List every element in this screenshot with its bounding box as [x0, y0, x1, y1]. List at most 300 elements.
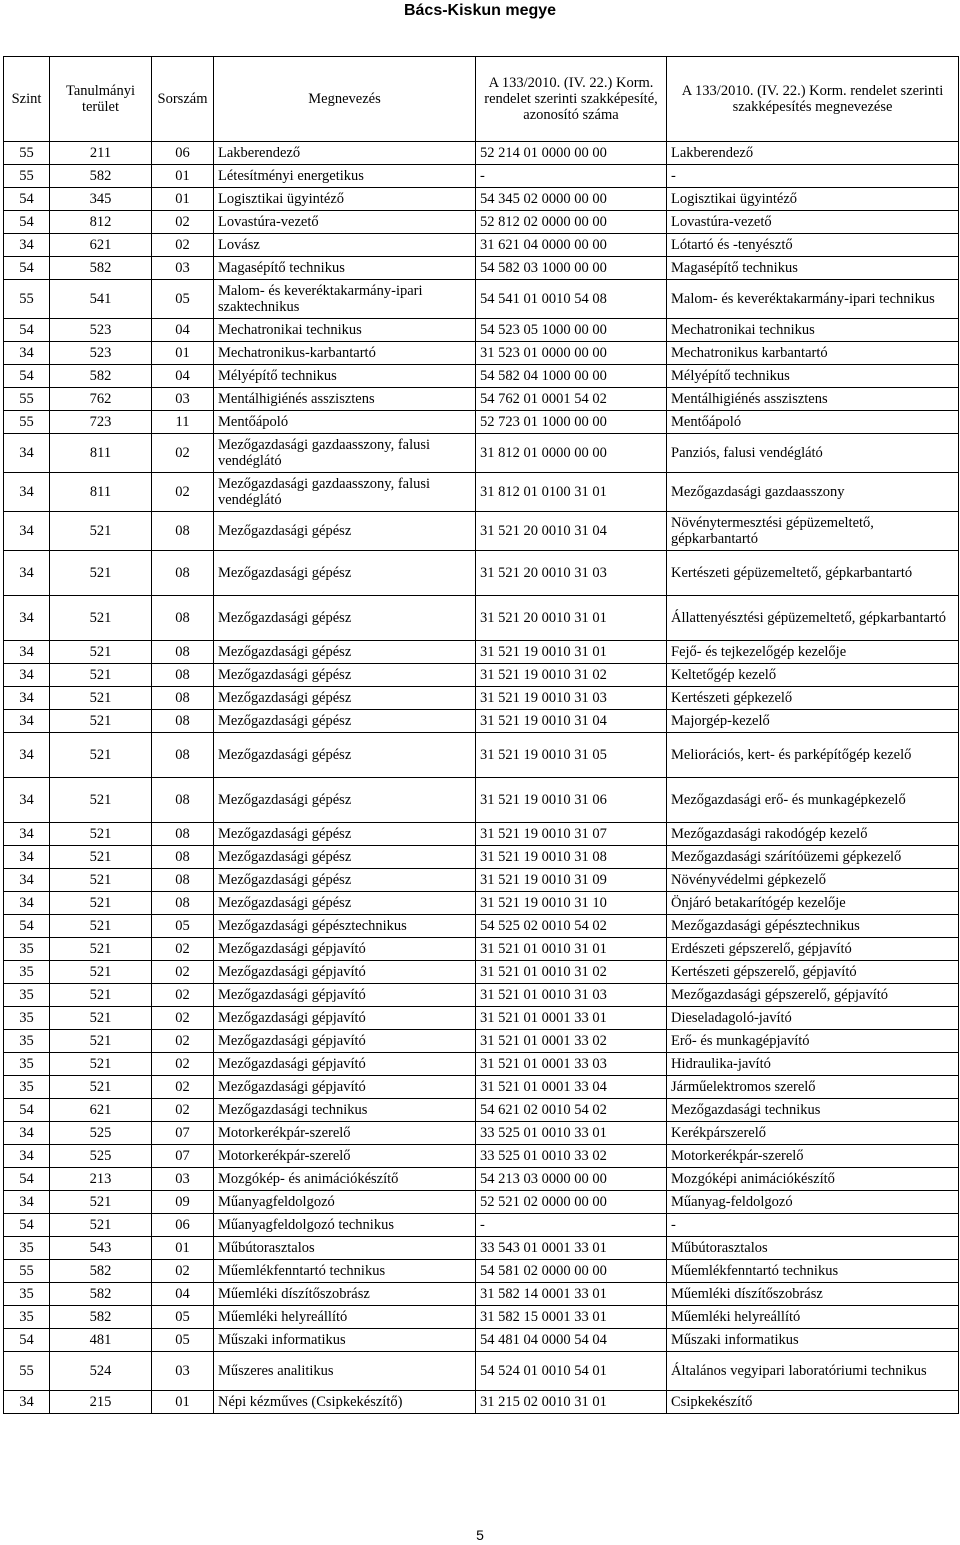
- table-row: [4, 778, 959, 823]
- cell-megnevezes: Mezőgazdasági gépész: [214, 687, 476, 710]
- cell-azonosito: 31 521 01 0010 31 01: [476, 938, 667, 961]
- cell-azonosito: 33 525 01 0010 33 02: [476, 1145, 667, 1168]
- cell-azonosito: 54 524 01 0010 54 01: [476, 1352, 667, 1391]
- column-header-sorszam: Sorszám: [152, 57, 214, 142]
- cell-szakkepesites: Fejő- és tejkezelőgép kezelője: [667, 641, 959, 664]
- cell-sorszam: 02: [152, 234, 214, 257]
- cell-szint: 34: [4, 687, 50, 710]
- cell-megnevezes: Mélyépítő technikus: [214, 365, 476, 388]
- table-row: [4, 1260, 959, 1283]
- table-row: [4, 473, 959, 512]
- cell-azonosito: 54 582 03 1000 00 00: [476, 257, 667, 280]
- table-row: [4, 434, 959, 473]
- cell-azonosito: 31 521 19 0010 31 04: [476, 710, 667, 733]
- cell-szakkepesites: Növénytermesztési gépüzemeltető, gépkarbantartó: [667, 512, 959, 551]
- cell-szint: 55: [4, 142, 50, 165]
- cell-sorszam: 02: [152, 473, 214, 512]
- cell-szint: 35: [4, 961, 50, 984]
- cell-megnevezes: Műanyagfeldolgozó technikus: [214, 1214, 476, 1237]
- cell-megnevezes: Mezőgazdasági technikus: [214, 1099, 476, 1122]
- cell-megnevezes: Mezőgazdasági gépész: [214, 664, 476, 687]
- cell-szint: 34: [4, 823, 50, 846]
- cell-azonosito: 31 521 19 0010 31 02: [476, 664, 667, 687]
- cell-szint: 54: [4, 1214, 50, 1237]
- cell-sorszam: 05: [152, 915, 214, 938]
- cell-terulet: 521: [50, 1007, 152, 1030]
- cell-sorszam: 08: [152, 823, 214, 846]
- cell-szakkepesites: Magasépítő technikus: [667, 257, 959, 280]
- cell-azonosito: 54 345 02 0000 00 00: [476, 188, 667, 211]
- cell-szakkepesites: Általános vegyipari laboratóriumi technikus: [667, 1352, 959, 1391]
- table-row: [4, 142, 959, 165]
- cell-terulet: 521: [50, 938, 152, 961]
- cell-sorszam: 01: [152, 165, 214, 188]
- cell-szakkepesites: Műemlékfenntartó technikus: [667, 1260, 959, 1283]
- cell-szint: 55: [4, 1260, 50, 1283]
- cell-szakkepesites: Lakberendező: [667, 142, 959, 165]
- cell-sorszam: 02: [152, 1076, 214, 1099]
- cell-szakkepesites: Logisztikai ügyintéző: [667, 188, 959, 211]
- cell-azonosito: 31 812 01 0100 31 01: [476, 473, 667, 512]
- page-number: 5: [476, 1527, 484, 1543]
- cell-megnevezes: Mezőgazdasági gépész: [214, 869, 476, 892]
- cell-sorszam: 08: [152, 892, 214, 915]
- cell-azonosito: 31 521 19 0010 31 09: [476, 869, 667, 892]
- table-row: [4, 365, 959, 388]
- cell-megnevezes: Logisztikai ügyintéző: [214, 188, 476, 211]
- table-row: [4, 512, 959, 551]
- cell-azonosito: 31 582 14 0001 33 01: [476, 1283, 667, 1306]
- cell-szint: 35: [4, 1237, 50, 1260]
- cell-sorszam: 03: [152, 1352, 214, 1391]
- cell-azonosito: 52 214 01 0000 00 00: [476, 142, 667, 165]
- cell-terulet: 582: [50, 165, 152, 188]
- cell-terulet: 521: [50, 512, 152, 551]
- cell-szint: 54: [4, 1099, 50, 1122]
- cell-megnevezes: Műszaki informatikus: [214, 1329, 476, 1352]
- cell-szakkepesites: Csipkekészítő: [667, 1391, 959, 1414]
- cell-szint: 35: [4, 1076, 50, 1099]
- cell-sorszam: 02: [152, 984, 214, 1007]
- table-row: [4, 1076, 959, 1099]
- cell-azonosito: 31 215 02 0010 31 01: [476, 1391, 667, 1414]
- cell-terulet: 521: [50, 823, 152, 846]
- cell-szint: 34: [4, 551, 50, 596]
- column-header-megnevezes: Megnevezés: [214, 57, 476, 142]
- cell-szint: 35: [4, 1306, 50, 1329]
- cell-sorszam: 02: [152, 938, 214, 961]
- cell-szint: 55: [4, 1352, 50, 1391]
- cell-sorszam: 04: [152, 365, 214, 388]
- cell-terulet: 521: [50, 641, 152, 664]
- cell-sorszam: 11: [152, 411, 214, 434]
- cell-azonosito: 31 521 19 0010 31 10: [476, 892, 667, 915]
- cell-szint: 55: [4, 165, 50, 188]
- cell-szint: 54: [4, 365, 50, 388]
- cell-azonosito: 54 582 04 1000 00 00: [476, 365, 667, 388]
- cell-terulet: 524: [50, 1352, 152, 1391]
- cell-megnevezes: Mechatronikus-karbantartó: [214, 342, 476, 365]
- cell-sorszam: 05: [152, 1306, 214, 1329]
- qualifications-table: [3, 56, 959, 1414]
- cell-terulet: 521: [50, 596, 152, 641]
- cell-szint: 34: [4, 434, 50, 473]
- cell-szakkepesites: Kertészeti gépszerelő, gépjavító: [667, 961, 959, 984]
- column-header-azonosito: A 133/2010. (IV. 22.) Korm. rendelet szerinti szakképesíté, azonosító száma: [476, 57, 667, 142]
- cell-szint: 34: [4, 641, 50, 664]
- cell-azonosito: 31 521 01 0010 31 03: [476, 984, 667, 1007]
- cell-szint: 35: [4, 1283, 50, 1306]
- cell-szakkepesites: Panziós, falusi vendéglátó: [667, 434, 959, 473]
- cell-szakkepesites: Mechatronikai technikus: [667, 319, 959, 342]
- cell-sorszam: 09: [152, 1191, 214, 1214]
- cell-sorszam: 08: [152, 846, 214, 869]
- cell-szint: 54: [4, 915, 50, 938]
- cell-terulet: 541: [50, 280, 152, 319]
- cell-szakkepesites: Önjáró betakarítógép kezelője: [667, 892, 959, 915]
- cell-terulet: 521: [50, 869, 152, 892]
- cell-azonosito: 31 521 01 0010 31 02: [476, 961, 667, 984]
- cell-sorszam: 07: [152, 1145, 214, 1168]
- cell-azonosito: 33 543 01 0001 33 01: [476, 1237, 667, 1260]
- cell-sorszam: 06: [152, 142, 214, 165]
- table-row: [4, 915, 959, 938]
- cell-azonosito: 52 812 02 0000 00 00: [476, 211, 667, 234]
- cell-megnevezes: Magasépítő technikus: [214, 257, 476, 280]
- cell-sorszam: 08: [152, 664, 214, 687]
- cell-terulet: 582: [50, 1283, 152, 1306]
- cell-azonosito: 52 521 02 0000 00 00: [476, 1191, 667, 1214]
- cell-sorszam: 08: [152, 687, 214, 710]
- cell-sorszam: 06: [152, 1214, 214, 1237]
- cell-megnevezes: Mentőápoló: [214, 411, 476, 434]
- cell-szakkepesites: Lótartó és -tenyésztő: [667, 234, 959, 257]
- cell-szint: 35: [4, 1007, 50, 1030]
- table-row: [4, 165, 959, 188]
- table-row: [4, 733, 959, 778]
- cell-szint: 54: [4, 211, 50, 234]
- cell-szint: 34: [4, 664, 50, 687]
- cell-terulet: 521: [50, 1076, 152, 1099]
- table-row: [4, 710, 959, 733]
- cell-terulet: 521: [50, 551, 152, 596]
- cell-szakkepesites: Erdészeti gépszerelő, gépjavító: [667, 938, 959, 961]
- cell-szakkepesites: Mentálhigiénés asszisztens: [667, 388, 959, 411]
- cell-terulet: 543: [50, 1237, 152, 1260]
- cell-terulet: 521: [50, 664, 152, 687]
- cell-megnevezes: Mezőgazdasági gépész: [214, 778, 476, 823]
- cell-azonosito: 31 523 01 0000 00 00: [476, 342, 667, 365]
- cell-azonosito: 31 812 01 0000 00 00: [476, 434, 667, 473]
- column-header-szint: Szint: [4, 57, 50, 142]
- cell-sorszam: 08: [152, 596, 214, 641]
- cell-terulet: 521: [50, 1053, 152, 1076]
- cell-terulet: 345: [50, 188, 152, 211]
- cell-megnevezes: Lakberendező: [214, 142, 476, 165]
- column-header-tanulmanyi-terulet: Tanulmányi terület: [50, 57, 152, 142]
- cell-terulet: 521: [50, 1030, 152, 1053]
- cell-szakkepesites: Műanyag-feldolgozó: [667, 1191, 959, 1214]
- cell-terulet: 521: [50, 892, 152, 915]
- cell-sorszam: 04: [152, 319, 214, 342]
- cell-sorszam: 08: [152, 869, 214, 892]
- cell-azonosito: 31 621 04 0000 00 00: [476, 234, 667, 257]
- table-row: [4, 1283, 959, 1306]
- cell-szint: 34: [4, 342, 50, 365]
- cell-terulet: 621: [50, 1099, 152, 1122]
- cell-megnevezes: Mezőgazdasági gazdaasszony, falusi vendéglátó: [214, 434, 476, 473]
- cell-megnevezes: Mezőgazdasági gépész: [214, 641, 476, 664]
- cell-szakkepesites: Hidraulika-javító: [667, 1053, 959, 1076]
- cell-sorszam: 08: [152, 778, 214, 823]
- cell-szint: 34: [4, 892, 50, 915]
- table-row: [4, 938, 959, 961]
- cell-szakkepesites: Lovastúra-vezető: [667, 211, 959, 234]
- cell-azonosito: 31 521 19 0010 31 06: [476, 778, 667, 823]
- cell-terulet: 213: [50, 1168, 152, 1191]
- cell-megnevezes: Mezőgazdasági gépész: [214, 892, 476, 915]
- cell-megnevezes: Lovastúra-vezető: [214, 211, 476, 234]
- cell-megnevezes: Mezőgazdasági gépész: [214, 823, 476, 846]
- table-row: [4, 823, 959, 846]
- table-row: [4, 1306, 959, 1329]
- cell-azonosito: 31 521 19 0010 31 05: [476, 733, 667, 778]
- table-row: [4, 1122, 959, 1145]
- cell-terulet: 525: [50, 1145, 152, 1168]
- cell-azonosito: 54 581 02 0000 00 00: [476, 1260, 667, 1283]
- cell-azonosito: 31 521 01 0001 33 04: [476, 1076, 667, 1099]
- cell-terulet: 521: [50, 846, 152, 869]
- table-row: [4, 388, 959, 411]
- cell-terulet: 762: [50, 388, 152, 411]
- cell-megnevezes: Mezőgazdasági gépész: [214, 710, 476, 733]
- cell-szakkepesites: Mezőgazdasági technikus: [667, 1099, 959, 1122]
- cell-sorszam: 01: [152, 188, 214, 211]
- table-row: [4, 641, 959, 664]
- cell-szakkepesites: Motorkerékpár-szerelő: [667, 1145, 959, 1168]
- cell-megnevezes: Műszeres analitikus: [214, 1352, 476, 1391]
- cell-szakkepesites: Állattenyésztési gépüzemeltető, gépkarbantartó: [667, 596, 959, 641]
- cell-sorszam: 02: [152, 961, 214, 984]
- cell-azonosito: 31 521 19 0010 31 07: [476, 823, 667, 846]
- cell-szakkepesites: Mezőgazdasági gazdaasszony: [667, 473, 959, 512]
- cell-terulet: 521: [50, 710, 152, 733]
- cell-megnevezes: Mezőgazdasági gépjavító: [214, 1076, 476, 1099]
- cell-szakkepesites: Keltetőgép kezelő: [667, 664, 959, 687]
- cell-szakkepesites: Járműelektromos szerelő: [667, 1076, 959, 1099]
- cell-szakkepesites: Mezőgazdasági szárítóüzemi gépkezelő: [667, 846, 959, 869]
- cell-szint: 54: [4, 257, 50, 280]
- cell-szakkepesites: Mélyépítő technikus: [667, 365, 959, 388]
- cell-azonosito: 31 521 20 0010 31 01: [476, 596, 667, 641]
- table-row: [4, 1191, 959, 1214]
- cell-szint: 54: [4, 188, 50, 211]
- cell-szakkepesites: Majorgép-kezelő: [667, 710, 959, 733]
- table-row: [4, 596, 959, 641]
- table-header-row: [4, 57, 959, 142]
- cell-megnevezes: Műbútorasztalos: [214, 1237, 476, 1260]
- cell-megnevezes: Mozgókép- és animációkészítő: [214, 1168, 476, 1191]
- table-row: [4, 551, 959, 596]
- cell-terulet: 525: [50, 1122, 152, 1145]
- table-row: [4, 869, 959, 892]
- cell-terulet: 211: [50, 142, 152, 165]
- cell-szint: 34: [4, 710, 50, 733]
- table-row: [4, 1030, 959, 1053]
- cell-megnevezes: Műemléki díszítőszobrász: [214, 1283, 476, 1306]
- cell-szint: 55: [4, 411, 50, 434]
- cell-azonosito: 31 521 19 0010 31 01: [476, 641, 667, 664]
- cell-azonosito: 31 521 01 0001 33 03: [476, 1053, 667, 1076]
- table-row: [4, 257, 959, 280]
- cell-szint: 35: [4, 938, 50, 961]
- cell-szint: 34: [4, 234, 50, 257]
- cell-sorszam: 01: [152, 342, 214, 365]
- cell-terulet: 523: [50, 342, 152, 365]
- cell-azonosito: 31 582 15 0001 33 01: [476, 1306, 667, 1329]
- cell-terulet: 523: [50, 319, 152, 342]
- cell-megnevezes: Mezőgazdasági gépész: [214, 733, 476, 778]
- cell-szint: 55: [4, 280, 50, 319]
- cell-megnevezes: Mezőgazdasági gépjavító: [214, 961, 476, 984]
- cell-megnevezes: Mechatronikai technikus: [214, 319, 476, 342]
- cell-azonosito: 31 521 19 0010 31 03: [476, 687, 667, 710]
- cell-megnevezes: Mezőgazdasági gépjavító: [214, 984, 476, 1007]
- cell-sorszam: 05: [152, 1329, 214, 1352]
- cell-terulet: 811: [50, 434, 152, 473]
- cell-szint: 34: [4, 733, 50, 778]
- cell-sorszam: 02: [152, 434, 214, 473]
- cell-szint: 34: [4, 1191, 50, 1214]
- cell-azonosito: 33 525 01 0010 33 01: [476, 1122, 667, 1145]
- table-row: [4, 1168, 959, 1191]
- cell-megnevezes: Műanyagfeldolgozó: [214, 1191, 476, 1214]
- cell-szakkepesites: Mezőgazdasági gépésztechnikus: [667, 915, 959, 938]
- cell-azonosito: 54 525 02 0010 54 02: [476, 915, 667, 938]
- cell-megnevezes: Műemlékfenntartó technikus: [214, 1260, 476, 1283]
- cell-terulet: 582: [50, 257, 152, 280]
- cell-szakkepesites: -: [667, 165, 959, 188]
- table-row: [4, 664, 959, 687]
- table-row: [4, 342, 959, 365]
- cell-terulet: 582: [50, 1306, 152, 1329]
- cell-megnevezes: Mezőgazdasági gépész: [214, 846, 476, 869]
- cell-szakkepesites: Növényvédelmi gépkezelő: [667, 869, 959, 892]
- cell-megnevezes: Mentálhigiénés asszisztens: [214, 388, 476, 411]
- cell-azonosito: 54 621 02 0010 54 02: [476, 1099, 667, 1122]
- cell-terulet: 215: [50, 1391, 152, 1414]
- cell-sorszam: 08: [152, 551, 214, 596]
- cell-azonosito: 31 521 19 0010 31 08: [476, 846, 667, 869]
- cell-terulet: 723: [50, 411, 152, 434]
- cell-megnevezes: Malom- és keveréktakarmány-ipari szaktechnikus: [214, 280, 476, 319]
- cell-sorszam: 04: [152, 1283, 214, 1306]
- cell-megnevezes: Mezőgazdasági gépjavító: [214, 1053, 476, 1076]
- cell-azonosito: 54 481 04 0000 54 04: [476, 1329, 667, 1352]
- cell-azonosito: 54 762 01 0001 54 02: [476, 388, 667, 411]
- table-row: [4, 892, 959, 915]
- cell-megnevezes: Mezőgazdasági gazdaasszony, falusi vendéglátó: [214, 473, 476, 512]
- cell-terulet: 521: [50, 984, 152, 1007]
- cell-sorszam: 08: [152, 710, 214, 733]
- cell-szakkepesites: Műemléki helyreállító: [667, 1306, 959, 1329]
- cell-szint: 35: [4, 1053, 50, 1076]
- table-row: [4, 984, 959, 1007]
- cell-terulet: 521: [50, 1191, 152, 1214]
- cell-szakkepesites: Mezőgazdasági erő- és munkagépkezelő: [667, 778, 959, 823]
- cell-sorszam: 03: [152, 388, 214, 411]
- cell-sorszam: 07: [152, 1122, 214, 1145]
- cell-megnevezes: Mezőgazdasági gépész: [214, 551, 476, 596]
- cell-sorszam: 02: [152, 1260, 214, 1283]
- table-row: [4, 211, 959, 234]
- cell-megnevezes: Lovász: [214, 234, 476, 257]
- cell-szint: 34: [4, 473, 50, 512]
- cell-terulet: 812: [50, 211, 152, 234]
- cell-terulet: 521: [50, 733, 152, 778]
- cell-terulet: 521: [50, 915, 152, 938]
- cell-terulet: 621: [50, 234, 152, 257]
- table-row: [4, 234, 959, 257]
- cell-megnevezes: Mezőgazdasági gépjavító: [214, 938, 476, 961]
- cell-megnevezes: Létesítményi energetikus: [214, 165, 476, 188]
- cell-sorszam: 08: [152, 641, 214, 664]
- cell-szint: 55: [4, 388, 50, 411]
- cell-terulet: 582: [50, 1260, 152, 1283]
- table-row: [4, 1007, 959, 1030]
- cell-sorszam: 02: [152, 1053, 214, 1076]
- cell-szint: 54: [4, 1168, 50, 1191]
- cell-azonosito: 54 523 05 1000 00 00: [476, 319, 667, 342]
- cell-sorszam: 08: [152, 733, 214, 778]
- cell-azonosito: 31 521 20 0010 31 03: [476, 551, 667, 596]
- cell-sorszam: 08: [152, 512, 214, 551]
- cell-szint: 35: [4, 984, 50, 1007]
- cell-terulet: 582: [50, 365, 152, 388]
- cell-sorszam: 02: [152, 1099, 214, 1122]
- cell-sorszam: 05: [152, 280, 214, 319]
- table-row: [4, 1214, 959, 1237]
- cell-sorszam: 02: [152, 211, 214, 234]
- cell-megnevezes: Népi kézműves (Csipkekészítő): [214, 1391, 476, 1414]
- cell-terulet: 481: [50, 1329, 152, 1352]
- cell-szakkepesites: Erő- és munkagépjavító: [667, 1030, 959, 1053]
- cell-szint: 34: [4, 1122, 50, 1145]
- cell-szint: 34: [4, 1145, 50, 1168]
- table-row: [4, 319, 959, 342]
- cell-szakkepesites: Mezőgazdasági rakodógép kezelő: [667, 823, 959, 846]
- cell-megnevezes: Mezőgazdasági gépjavító: [214, 1030, 476, 1053]
- cell-szint: 34: [4, 1391, 50, 1414]
- cell-sorszam: 01: [152, 1391, 214, 1414]
- cell-megnevezes: Műemléki helyreállító: [214, 1306, 476, 1329]
- cell-terulet: 521: [50, 961, 152, 984]
- table-row: [4, 1237, 959, 1260]
- table-row: [4, 687, 959, 710]
- cell-szakkepesites: Meliorációs, kert- és parképítőgép kezelő: [667, 733, 959, 778]
- table-row: [4, 411, 959, 434]
- cell-szakkepesites: Malom- és keveréktakarmány-ipari technikus: [667, 280, 959, 319]
- cell-szakkepesites: Műemléki díszítőszobrász: [667, 1283, 959, 1306]
- cell-azonosito: 52 723 01 1000 00 00: [476, 411, 667, 434]
- cell-szint: 35: [4, 1030, 50, 1053]
- cell-sorszam: 02: [152, 1007, 214, 1030]
- cell-megnevezes: Mezőgazdasági gépésztechnikus: [214, 915, 476, 938]
- cell-szakkepesites: Kertészeti gépüzemeltető, gépkarbantartó: [667, 551, 959, 596]
- cell-szakkepesites: Kerékpárszerelő: [667, 1122, 959, 1145]
- table-row: [4, 1145, 959, 1168]
- table-row: [4, 1329, 959, 1352]
